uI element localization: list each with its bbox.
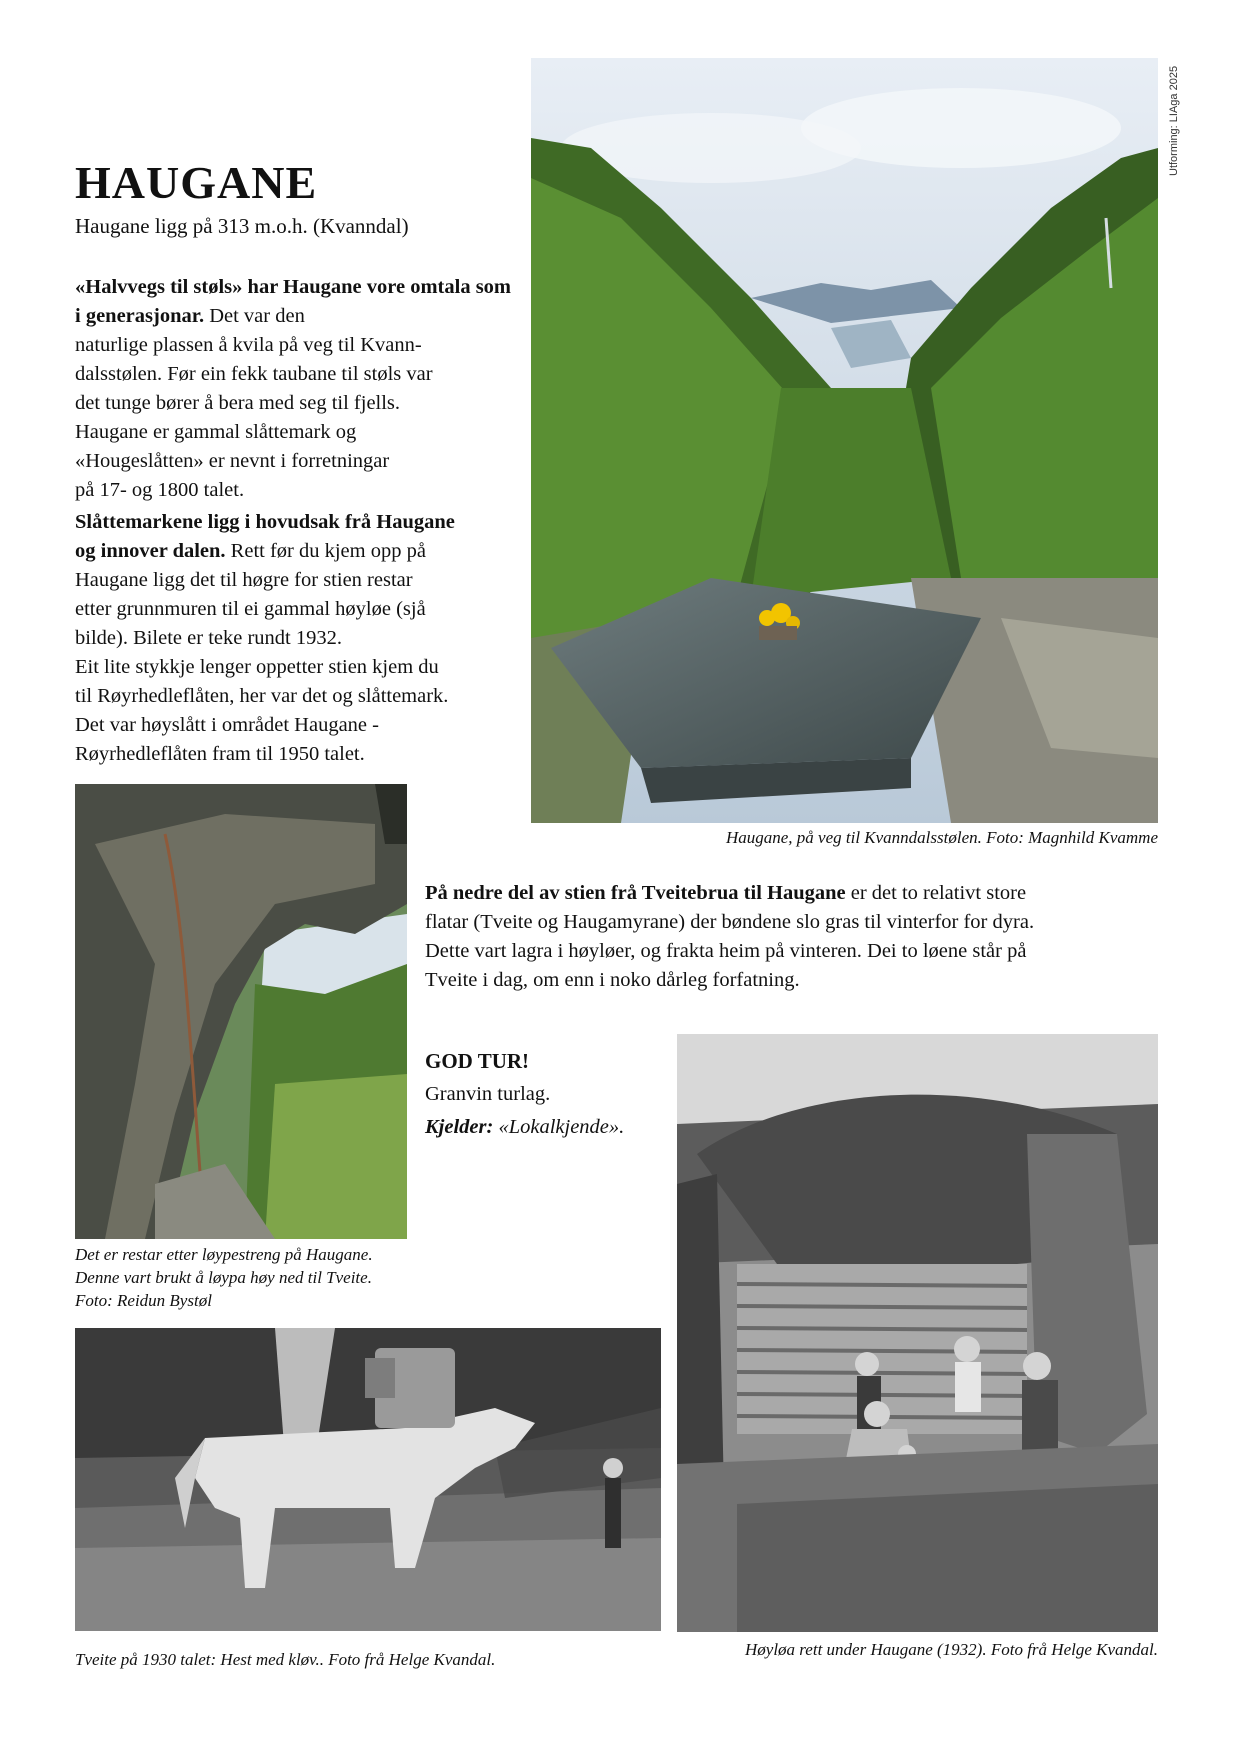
caption-line: Denne vart brukt å løypa høy ned til Tveite.	[75, 1268, 372, 1287]
middle-paragraph	[425, 879, 1155, 995]
intro-line: «Hougeslåtten» er nevnt i forretningar	[75, 450, 390, 472]
intro-line: Eit lite stykkje lenger oppetter stien kjem du	[75, 656, 439, 678]
middle-bold: På nedre del av stien frå Tveitebrua til Haugane	[425, 882, 846, 904]
closing-heading: GOD TUR!	[425, 1049, 530, 1073]
intro-line: det tunge bører å bera med seg til fjells.	[75, 392, 401, 414]
middle-line: flatar (Tveite og Haugamyrane) der bøndene slo gras til vinterfor for dyra.	[425, 911, 1035, 933]
middle-line: Dette vart lagra i høyløer, og frakta heim på vinteren. Dei to løene står på	[425, 940, 1027, 962]
intro-bold: Slåttemarkene ligg i hovudsak frå Haugane	[75, 511, 455, 533]
tree-photo-caption	[75, 1243, 475, 1312]
middle-line: Tveite i dag, om enn i noko dårleg forfatning.	[425, 969, 800, 991]
intro-bold: «Halvvegs til støls» har Haugane vore omtala som i generasjonar.	[75, 276, 511, 327]
barn-photo-caption: Høyløa rett under Haugane (1932). Foto frå Helge Kvandal.	[745, 1640, 1158, 1659]
design-credit: Utforming: LIAga 2025	[1168, 65, 1180, 176]
caption-line: Det er restar etter løypestreng på Haugane.	[75, 1245, 373, 1264]
closing-org: Granvin turlag.	[425, 1083, 551, 1105]
intro-line: Det var den	[209, 305, 305, 327]
intro-line: Rett før du kjem opp på	[230, 540, 426, 562]
intro-line: Haugane er gammal slåttemark og	[75, 421, 357, 443]
page-subtitle: Haugane ligg på 313 m.o.h. (Kvanndal)	[75, 214, 409, 238]
tree-rope-photo	[75, 784, 407, 1239]
main-photo-caption: Haugane, på veg til Kvanndalsstølen. Foto: Magnhild Kvamme	[725, 828, 1158, 847]
page-title: HAUGANE	[75, 157, 318, 208]
intro-line: naturlige plassen å kvila på veg til Kvann-	[75, 334, 422, 356]
intro-line: på 17- og 1800 talet.	[75, 479, 245, 501]
sources-value: «Lokalkjende».	[498, 1116, 625, 1138]
intro-paragraph-2	[75, 508, 515, 769]
intro-line: Røyrhedleflåten fram til 1950 talet.	[75, 743, 365, 765]
barn-photo	[677, 1034, 1158, 1632]
intro-line: bilde). Bilete er teke rundt 1932.	[75, 627, 342, 649]
intro-line: Haugane ligg det til høgre for stien restar	[75, 569, 413, 591]
intro-line: Det var høyslått i området Haugane -	[75, 714, 379, 736]
sources-label: Kjelder:	[425, 1116, 494, 1138]
intro-line: dalsstølen. Før ein fekk taubane til støls var	[75, 363, 433, 385]
intro-paragraph-1	[75, 273, 515, 505]
intro-bold: og innover dalen.	[75, 540, 226, 562]
horse-photo-caption: Tveite på 1930 talet: Hest med kløv.. Foto frå Helge Kvandal.	[75, 1650, 496, 1669]
main-landscape-photo	[531, 58, 1158, 823]
intro-line: til Røyrhedleflåten, her var det og slåttemark.	[75, 685, 449, 707]
caption-line: Foto: Reidun Bystøl	[75, 1291, 212, 1310]
intro-line: etter grunnmuren til ei gammal høyløe (sjå	[75, 598, 426, 620]
horse-photo	[75, 1328, 661, 1631]
middle-line: er det to relativt store	[850, 882, 1027, 904]
closing-block	[425, 1047, 685, 1142]
